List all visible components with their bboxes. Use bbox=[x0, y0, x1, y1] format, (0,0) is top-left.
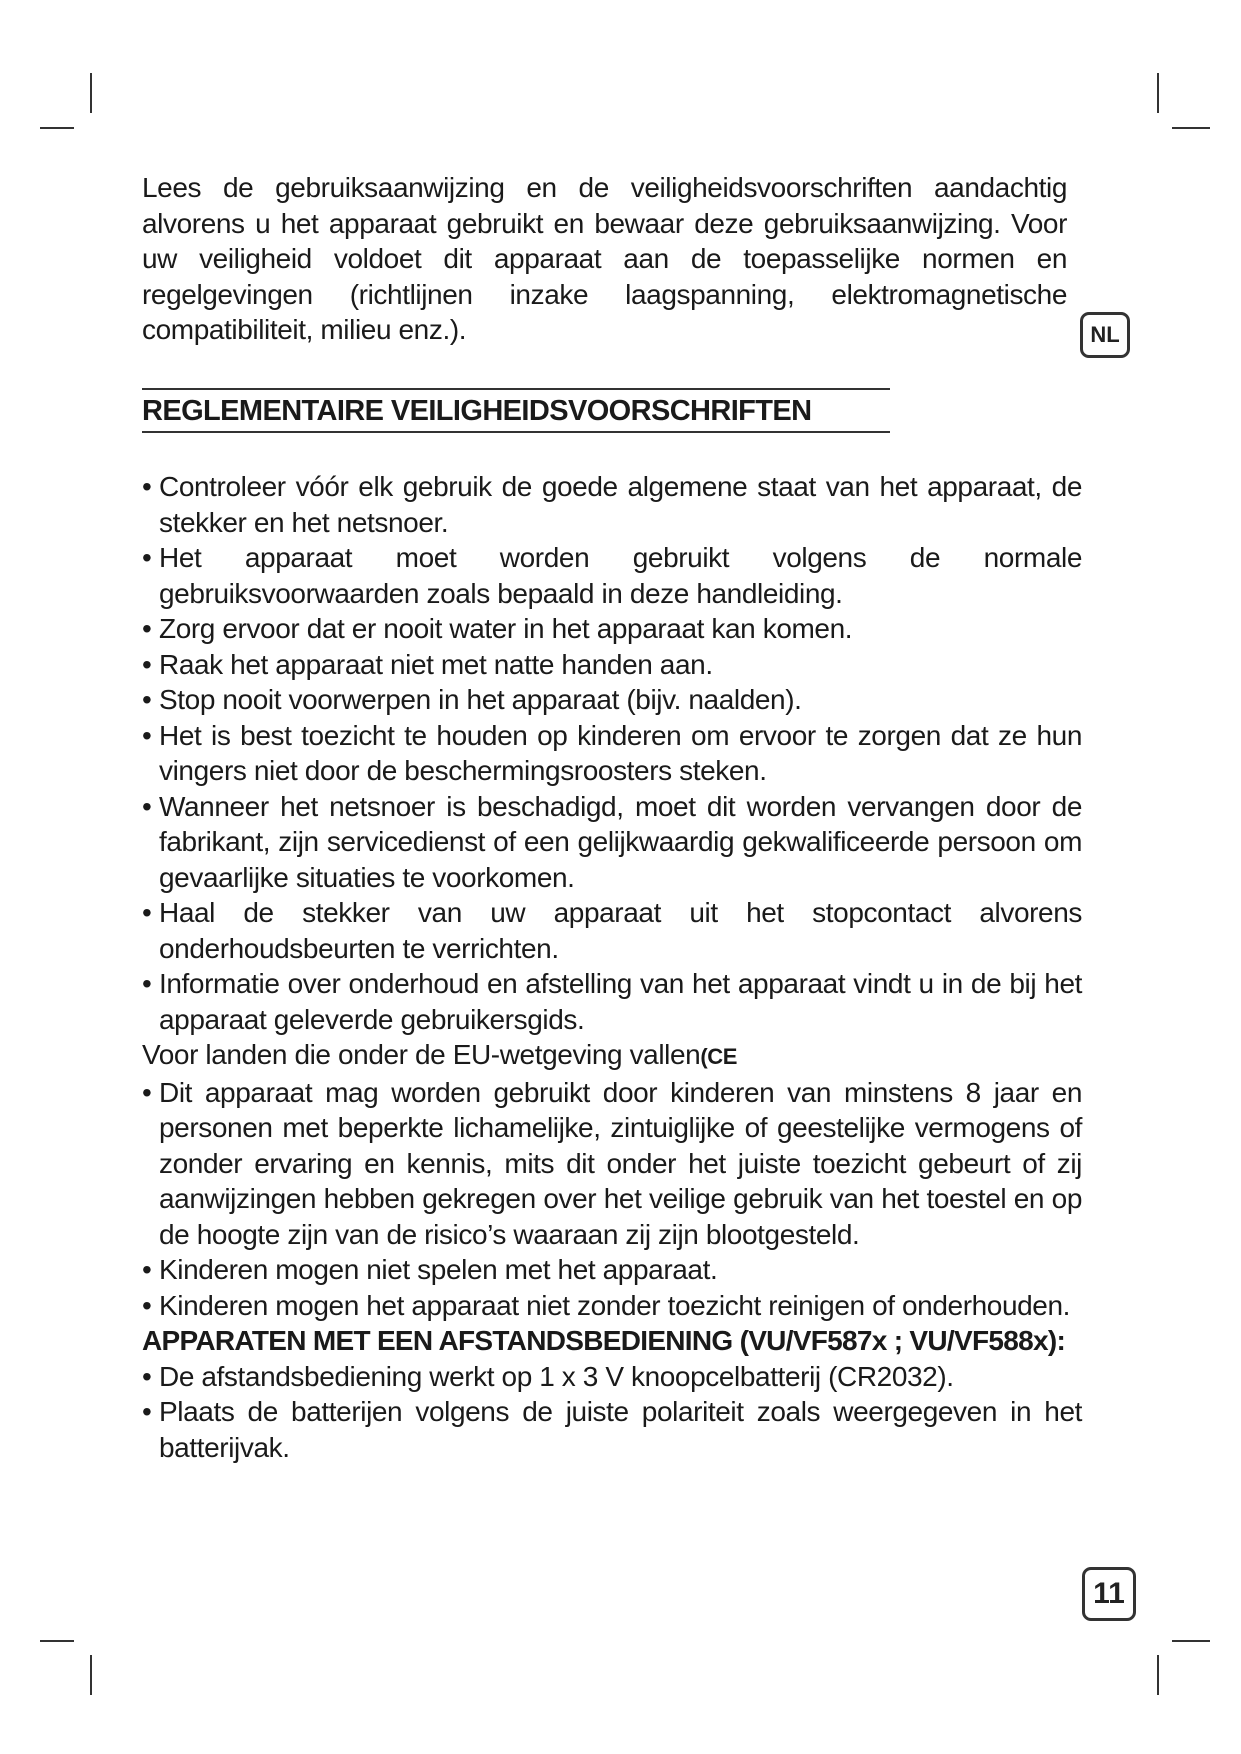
crop-mark bbox=[90, 1655, 92, 1695]
crop-mark bbox=[40, 127, 74, 129]
eu-notice bbox=[142, 1037, 1082, 1075]
crop-mark bbox=[40, 1640, 74, 1642]
list-item: • Plaats de batterijen volgens de juiste polariteit zoals weergegeven in het batterijvak. bbox=[142, 1394, 1082, 1465]
safety-list bbox=[142, 469, 1082, 1037]
page-number: 11 bbox=[1082, 1567, 1136, 1621]
crop-mark bbox=[1157, 73, 1159, 113]
crop-mark bbox=[1172, 127, 1210, 129]
remote-subheading: APPARATEN MET EEN AFSTANDSBEDIENING (VU/VF587x ; VU/VF588x): bbox=[142, 1325, 1066, 1356]
remote-list bbox=[142, 1359, 1082, 1466]
crop-mark bbox=[1172, 1640, 1210, 1642]
list-item: • Controleer vóór elk gebruik de goede algemene staat van het apparaat, de stekker en het netsnoer. bbox=[142, 469, 1082, 540]
list-item: • Informatie over onderhoud en afstelling van het apparaat vindt u in de bij het apparaat geleverde gebruikersgids. bbox=[142, 966, 1082, 1037]
crop-mark bbox=[1157, 1655, 1159, 1695]
list-item: • Kinderen mogen het apparaat niet zonder toezicht reinigen of onderhouden. bbox=[142, 1288, 1082, 1324]
eu-notice-text: Voor landen die onder de EU-wetgeving vallen bbox=[142, 1039, 701, 1070]
list-item: • Zorg ervoor dat er nooit water in het apparaat kan komen. bbox=[142, 611, 1082, 647]
list-item: • Stop nooit voorwerpen in het apparaat (bijv. naalden). bbox=[142, 682, 1082, 718]
list-item: • Haal de stekker van uw apparaat uit het stopcontact alvorens onderhoudsbeurten te verrichten. bbox=[142, 895, 1082, 966]
list-item: • Het apparaat moet worden gebruikt volgens de normale gebruiksvoorwaarden zoals bepaald in deze handleiding. bbox=[142, 540, 1082, 611]
children-list bbox=[142, 1075, 1082, 1324]
list-item: • Raak het apparaat niet met natte handen aan. bbox=[142, 647, 1082, 683]
section-heading: REGLEMENTAIRE VEILIGHEIDSVOORSCHRIFTEN bbox=[142, 388, 890, 434]
list-item: • Het is best toezicht te houden op kinderen om ervoor te zorgen dat ze hun vingers niet door de beschermingsroosters steken. bbox=[142, 718, 1082, 789]
list-item: • Wanneer het netsnoer is beschadigd, moet dit worden vervangen door de fabrikant, zijn servicedienst of een gelijkwaardig gekwalificeerde persoon om gevaarlijke situaties te voorkomen. bbox=[142, 789, 1082, 896]
document-body bbox=[142, 170, 1082, 1465]
language-badge: NL bbox=[1080, 312, 1130, 358]
list-item: • Kinderen mogen niet spelen met het apparaat. bbox=[142, 1252, 1082, 1288]
list-item: • De afstandsbediening werkt op 1 x 3 V knoopcelbatterij (CR2032). bbox=[142, 1359, 1082, 1395]
crop-mark bbox=[90, 73, 92, 113]
list-item: • Dit apparaat mag worden gebruikt door kinderen van minstens 8 jaar en personen met beperkte lichamelijke, zintuiglijke of geestelijke vermogens of zonder ervaring en kennis, mits dit onder het juiste toezicht gebeurt of zij aanwijzingen hebben gekregen over het veilige gebruik van het toestel en op de hoogte zijn van de risico’s waaraan zij zijn blootgesteld. bbox=[142, 1075, 1082, 1253]
ce-mark: (CE bbox=[700, 1044, 738, 1069]
intro-paragraph: Lees de gebruiksaanwijzing en de veiligheidsvoorschriften aandachtig alvorens u het apparaat gebruikt en bewaar deze gebruiksaanwijzing. Voor uw veiligheid voldoet dit apparaat aan de toepasselijke normen en regelgevingen (richtlijnen inzake laagspanning, elektromagnetische compatibiliteit, milieu enz.). bbox=[142, 172, 1067, 345]
